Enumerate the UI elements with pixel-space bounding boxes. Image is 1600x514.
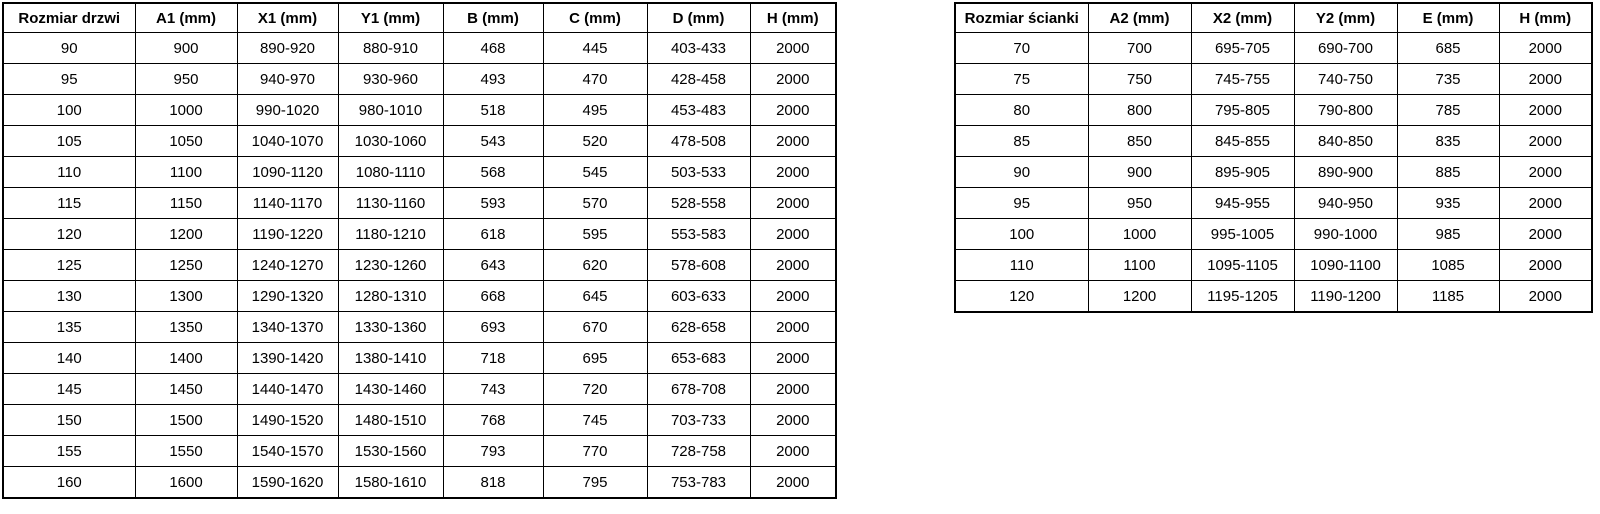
table-cell: 1250 — [135, 250, 237, 281]
table-cell: 2000 — [750, 188, 836, 219]
table-cell: 543 — [443, 126, 543, 157]
table-cell: 620 — [543, 250, 647, 281]
table-cell: 850 — [1088, 126, 1191, 157]
table-cell: 140 — [3, 343, 135, 374]
table-cell: 135 — [3, 312, 135, 343]
table-row — [3, 219, 836, 250]
table-cell: 790-800 — [1294, 95, 1397, 126]
table-cell: 155 — [3, 436, 135, 467]
table-cell: 995-1005 — [1191, 219, 1294, 250]
table-cell: 520 — [543, 126, 647, 157]
table-row — [955, 64, 1592, 95]
table-cell: 120 — [955, 281, 1088, 313]
column-header: X2 (mm) — [1191, 3, 1294, 33]
column-header: Y2 (mm) — [1294, 3, 1397, 33]
table-cell: 628-658 — [647, 312, 750, 343]
table-cell: 2000 — [750, 250, 836, 281]
table-cell: 85 — [955, 126, 1088, 157]
table-row — [3, 250, 836, 281]
table-cell: 1350 — [135, 312, 237, 343]
table-cell: 935 — [1397, 188, 1499, 219]
table-row — [955, 188, 1592, 219]
table-cell: 2000 — [1499, 126, 1592, 157]
table-cell: 1095-1105 — [1191, 250, 1294, 281]
table-cell: 125 — [3, 250, 135, 281]
table-cell: 553-583 — [647, 219, 750, 250]
table-cell: 145 — [3, 374, 135, 405]
table-cell: 110 — [955, 250, 1088, 281]
table-cell: 900 — [1088, 157, 1191, 188]
table-cell: 643 — [443, 250, 543, 281]
table-cell: 115 — [3, 188, 135, 219]
table-cell: 1480-1510 — [338, 405, 443, 436]
table-cell: 795-805 — [1191, 95, 1294, 126]
table-cell: 1590-1620 — [237, 467, 338, 499]
table-cell: 428-458 — [647, 64, 750, 95]
table-cell: 1500 — [135, 405, 237, 436]
table-cell: 110 — [3, 157, 135, 188]
table-cell: 1180-1210 — [338, 219, 443, 250]
table-cell: 735 — [1397, 64, 1499, 95]
table-cell: 478-508 — [647, 126, 750, 157]
table-row — [3, 374, 836, 405]
table-cell: 940-970 — [237, 64, 338, 95]
table-cell: 1190-1220 — [237, 219, 338, 250]
table-cell: 2000 — [1499, 64, 1592, 95]
column-header: A1 (mm) — [135, 3, 237, 33]
column-header: H (mm) — [1499, 3, 1592, 33]
table-cell: 890-920 — [237, 33, 338, 64]
table-cell: 753-783 — [647, 467, 750, 499]
table-row — [955, 126, 1592, 157]
table-cell: 120 — [3, 219, 135, 250]
table-cell: 693 — [443, 312, 543, 343]
table-row — [3, 33, 836, 64]
table-cell: 70 — [955, 33, 1088, 64]
table-cell: 900 — [135, 33, 237, 64]
table-cell: 1085 — [1397, 250, 1499, 281]
table-row — [3, 467, 836, 499]
table-cell: 1190-1200 — [1294, 281, 1397, 313]
table-cell: 568 — [443, 157, 543, 188]
table-cell: 1450 — [135, 374, 237, 405]
column-header: D (mm) — [647, 3, 750, 33]
table-row — [955, 219, 1592, 250]
table-cell: 593 — [443, 188, 543, 219]
table-cell: 728-758 — [647, 436, 750, 467]
table-cell: 1240-1270 — [237, 250, 338, 281]
table-cell: 718 — [443, 343, 543, 374]
table-cell: 453-483 — [647, 95, 750, 126]
table-cell: 445 — [543, 33, 647, 64]
table-cell: 1050 — [135, 126, 237, 157]
table-cell: 1430-1460 — [338, 374, 443, 405]
table-cell: 985 — [1397, 219, 1499, 250]
table-row — [3, 312, 836, 343]
table-cell: 1185 — [1397, 281, 1499, 313]
door-table-header-row — [3, 3, 836, 33]
table-cell: 1490-1520 — [237, 405, 338, 436]
table-cell: 528-558 — [647, 188, 750, 219]
table-cell: 750 — [1088, 64, 1191, 95]
table-cell: 1000 — [135, 95, 237, 126]
table-cell: 570 — [543, 188, 647, 219]
table-row — [3, 343, 836, 374]
table-cell: 1030-1060 — [338, 126, 443, 157]
table-cell: 950 — [135, 64, 237, 95]
table-row — [3, 64, 836, 95]
table-cell: 2000 — [750, 467, 836, 499]
table-cell: 1580-1610 — [338, 467, 443, 499]
table-cell: 990-1000 — [1294, 219, 1397, 250]
table-cell: 1280-1310 — [338, 281, 443, 312]
table-cell: 2000 — [1499, 219, 1592, 250]
table-row — [3, 126, 836, 157]
table-cell: 690-700 — [1294, 33, 1397, 64]
table-cell: 1000 — [1088, 219, 1191, 250]
door-size-table — [2, 2, 837, 499]
table-cell: 470 — [543, 64, 647, 95]
table-cell: 818 — [443, 467, 543, 499]
table-row — [955, 95, 1592, 126]
table-cell: 740-750 — [1294, 64, 1397, 95]
table-cell: 75 — [955, 64, 1088, 95]
table-cell: 1200 — [135, 219, 237, 250]
table-cell: 130 — [3, 281, 135, 312]
table-cell: 700 — [1088, 33, 1191, 64]
table-cell: 885 — [1397, 157, 1499, 188]
table-cell: 618 — [443, 219, 543, 250]
table-cell: 645 — [543, 281, 647, 312]
table-cell: 835 — [1397, 126, 1499, 157]
table-cell: 603-633 — [647, 281, 750, 312]
table-cell: 1290-1320 — [237, 281, 338, 312]
table-cell: 895-905 — [1191, 157, 1294, 188]
table-cell: 2000 — [750, 343, 836, 374]
table-cell: 950 — [1088, 188, 1191, 219]
table-cell: 2000 — [750, 157, 836, 188]
table-row — [3, 436, 836, 467]
table-cell: 670 — [543, 312, 647, 343]
table-cell: 1090-1100 — [1294, 250, 1397, 281]
table-cell: 800 — [1088, 95, 1191, 126]
table-cell: 1390-1420 — [237, 343, 338, 374]
table-cell: 2000 — [1499, 157, 1592, 188]
table-cell: 493 — [443, 64, 543, 95]
table-cell: 90 — [955, 157, 1088, 188]
table-cell: 980-1010 — [338, 95, 443, 126]
table-cell: 840-850 — [1294, 126, 1397, 157]
table-cell: 743 — [443, 374, 543, 405]
table-cell: 940-950 — [1294, 188, 1397, 219]
table-cell: 1195-1205 — [1191, 281, 1294, 313]
table-cell: 720 — [543, 374, 647, 405]
column-header: C (mm) — [543, 3, 647, 33]
table-cell: 990-1020 — [237, 95, 338, 126]
table-cell: 685 — [1397, 33, 1499, 64]
table-cell: 1100 — [135, 157, 237, 188]
table-cell: 2000 — [750, 33, 836, 64]
table-row — [3, 95, 836, 126]
table-cell: 95 — [3, 64, 135, 95]
table-cell: 678-708 — [647, 374, 750, 405]
table-cell: 1130-1160 — [338, 188, 443, 219]
table-cell: 150 — [3, 405, 135, 436]
table-row — [955, 250, 1592, 281]
table-cell: 468 — [443, 33, 543, 64]
column-header: X1 (mm) — [237, 3, 338, 33]
table-cell: 845-855 — [1191, 126, 1294, 157]
column-header: Y1 (mm) — [338, 3, 443, 33]
table-cell: 90 — [3, 33, 135, 64]
table-cell: 695-705 — [1191, 33, 1294, 64]
table-cell: 890-900 — [1294, 157, 1397, 188]
table-cell: 100 — [955, 219, 1088, 250]
table-cell: 930-960 — [338, 64, 443, 95]
wall-size-table — [954, 2, 1593, 313]
table-cell: 1140-1170 — [237, 188, 338, 219]
table-cell: 1400 — [135, 343, 237, 374]
table-cell: 1040-1070 — [237, 126, 338, 157]
table-cell: 2000 — [750, 281, 836, 312]
wall-table-header-row — [955, 3, 1592, 33]
table-cell: 1090-1120 — [237, 157, 338, 188]
table-cell: 2000 — [750, 374, 836, 405]
table-cell: 100 — [3, 95, 135, 126]
table-row — [3, 188, 836, 219]
table-cell: 1600 — [135, 467, 237, 499]
table-cell: 745-755 — [1191, 64, 1294, 95]
table-cell: 1330-1360 — [338, 312, 443, 343]
column-header: H (mm) — [750, 3, 836, 33]
table-cell: 2000 — [750, 312, 836, 343]
table-cell: 2000 — [750, 126, 836, 157]
table-cell: 745 — [543, 405, 647, 436]
table-row — [955, 281, 1592, 313]
table-cell: 1530-1560 — [338, 436, 443, 467]
table-row — [955, 33, 1592, 64]
table-cell: 578-608 — [647, 250, 750, 281]
table-cell: 668 — [443, 281, 543, 312]
table-cell: 2000 — [1499, 250, 1592, 281]
table-cell: 2000 — [750, 95, 836, 126]
table-cell: 770 — [543, 436, 647, 467]
column-header: Rozmiar drzwi — [3, 3, 135, 33]
table-cell: 785 — [1397, 95, 1499, 126]
table-cell: 2000 — [1499, 95, 1592, 126]
table-cell: 518 — [443, 95, 543, 126]
table-cell: 2000 — [1499, 281, 1592, 313]
table-cell: 1100 — [1088, 250, 1191, 281]
table-row — [3, 405, 836, 436]
table-cell: 880-910 — [338, 33, 443, 64]
table-cell: 1080-1110 — [338, 157, 443, 188]
table-cell: 793 — [443, 436, 543, 467]
table-cell: 1150 — [135, 188, 237, 219]
table-cell: 1200 — [1088, 281, 1191, 313]
table-cell: 95 — [955, 188, 1088, 219]
table-cell: 160 — [3, 467, 135, 499]
table-cell: 403-433 — [647, 33, 750, 64]
table-cell: 695 — [543, 343, 647, 374]
column-header: Rozmiar ścianki — [955, 3, 1088, 33]
table-cell: 1440-1470 — [237, 374, 338, 405]
table-row — [955, 157, 1592, 188]
table-cell: 2000 — [1499, 33, 1592, 64]
table-cell: 2000 — [750, 219, 836, 250]
table-cell: 1230-1260 — [338, 250, 443, 281]
table-cell: 595 — [543, 219, 647, 250]
column-header: A2 (mm) — [1088, 3, 1191, 33]
column-header: E (mm) — [1397, 3, 1499, 33]
column-header: B (mm) — [443, 3, 543, 33]
table-cell: 105 — [3, 126, 135, 157]
table-cell: 653-683 — [647, 343, 750, 374]
table-cell: 495 — [543, 95, 647, 126]
table-cell: 945-955 — [1191, 188, 1294, 219]
table-row — [3, 281, 836, 312]
table-row — [3, 157, 836, 188]
table-cell: 2000 — [1499, 188, 1592, 219]
table-cell: 2000 — [750, 64, 836, 95]
table-cell: 545 — [543, 157, 647, 188]
table-cell: 80 — [955, 95, 1088, 126]
table-cell: 1300 — [135, 281, 237, 312]
table-cell: 1340-1370 — [237, 312, 338, 343]
table-cell: 703-733 — [647, 405, 750, 436]
table-cell: 795 — [543, 467, 647, 499]
table-cell: 503-533 — [647, 157, 750, 188]
table-cell: 1550 — [135, 436, 237, 467]
table-cell: 1540-1570 — [237, 436, 338, 467]
table-cell: 1380-1410 — [338, 343, 443, 374]
table-cell: 768 — [443, 405, 543, 436]
table-cell: 2000 — [750, 436, 836, 467]
table-cell: 2000 — [750, 405, 836, 436]
